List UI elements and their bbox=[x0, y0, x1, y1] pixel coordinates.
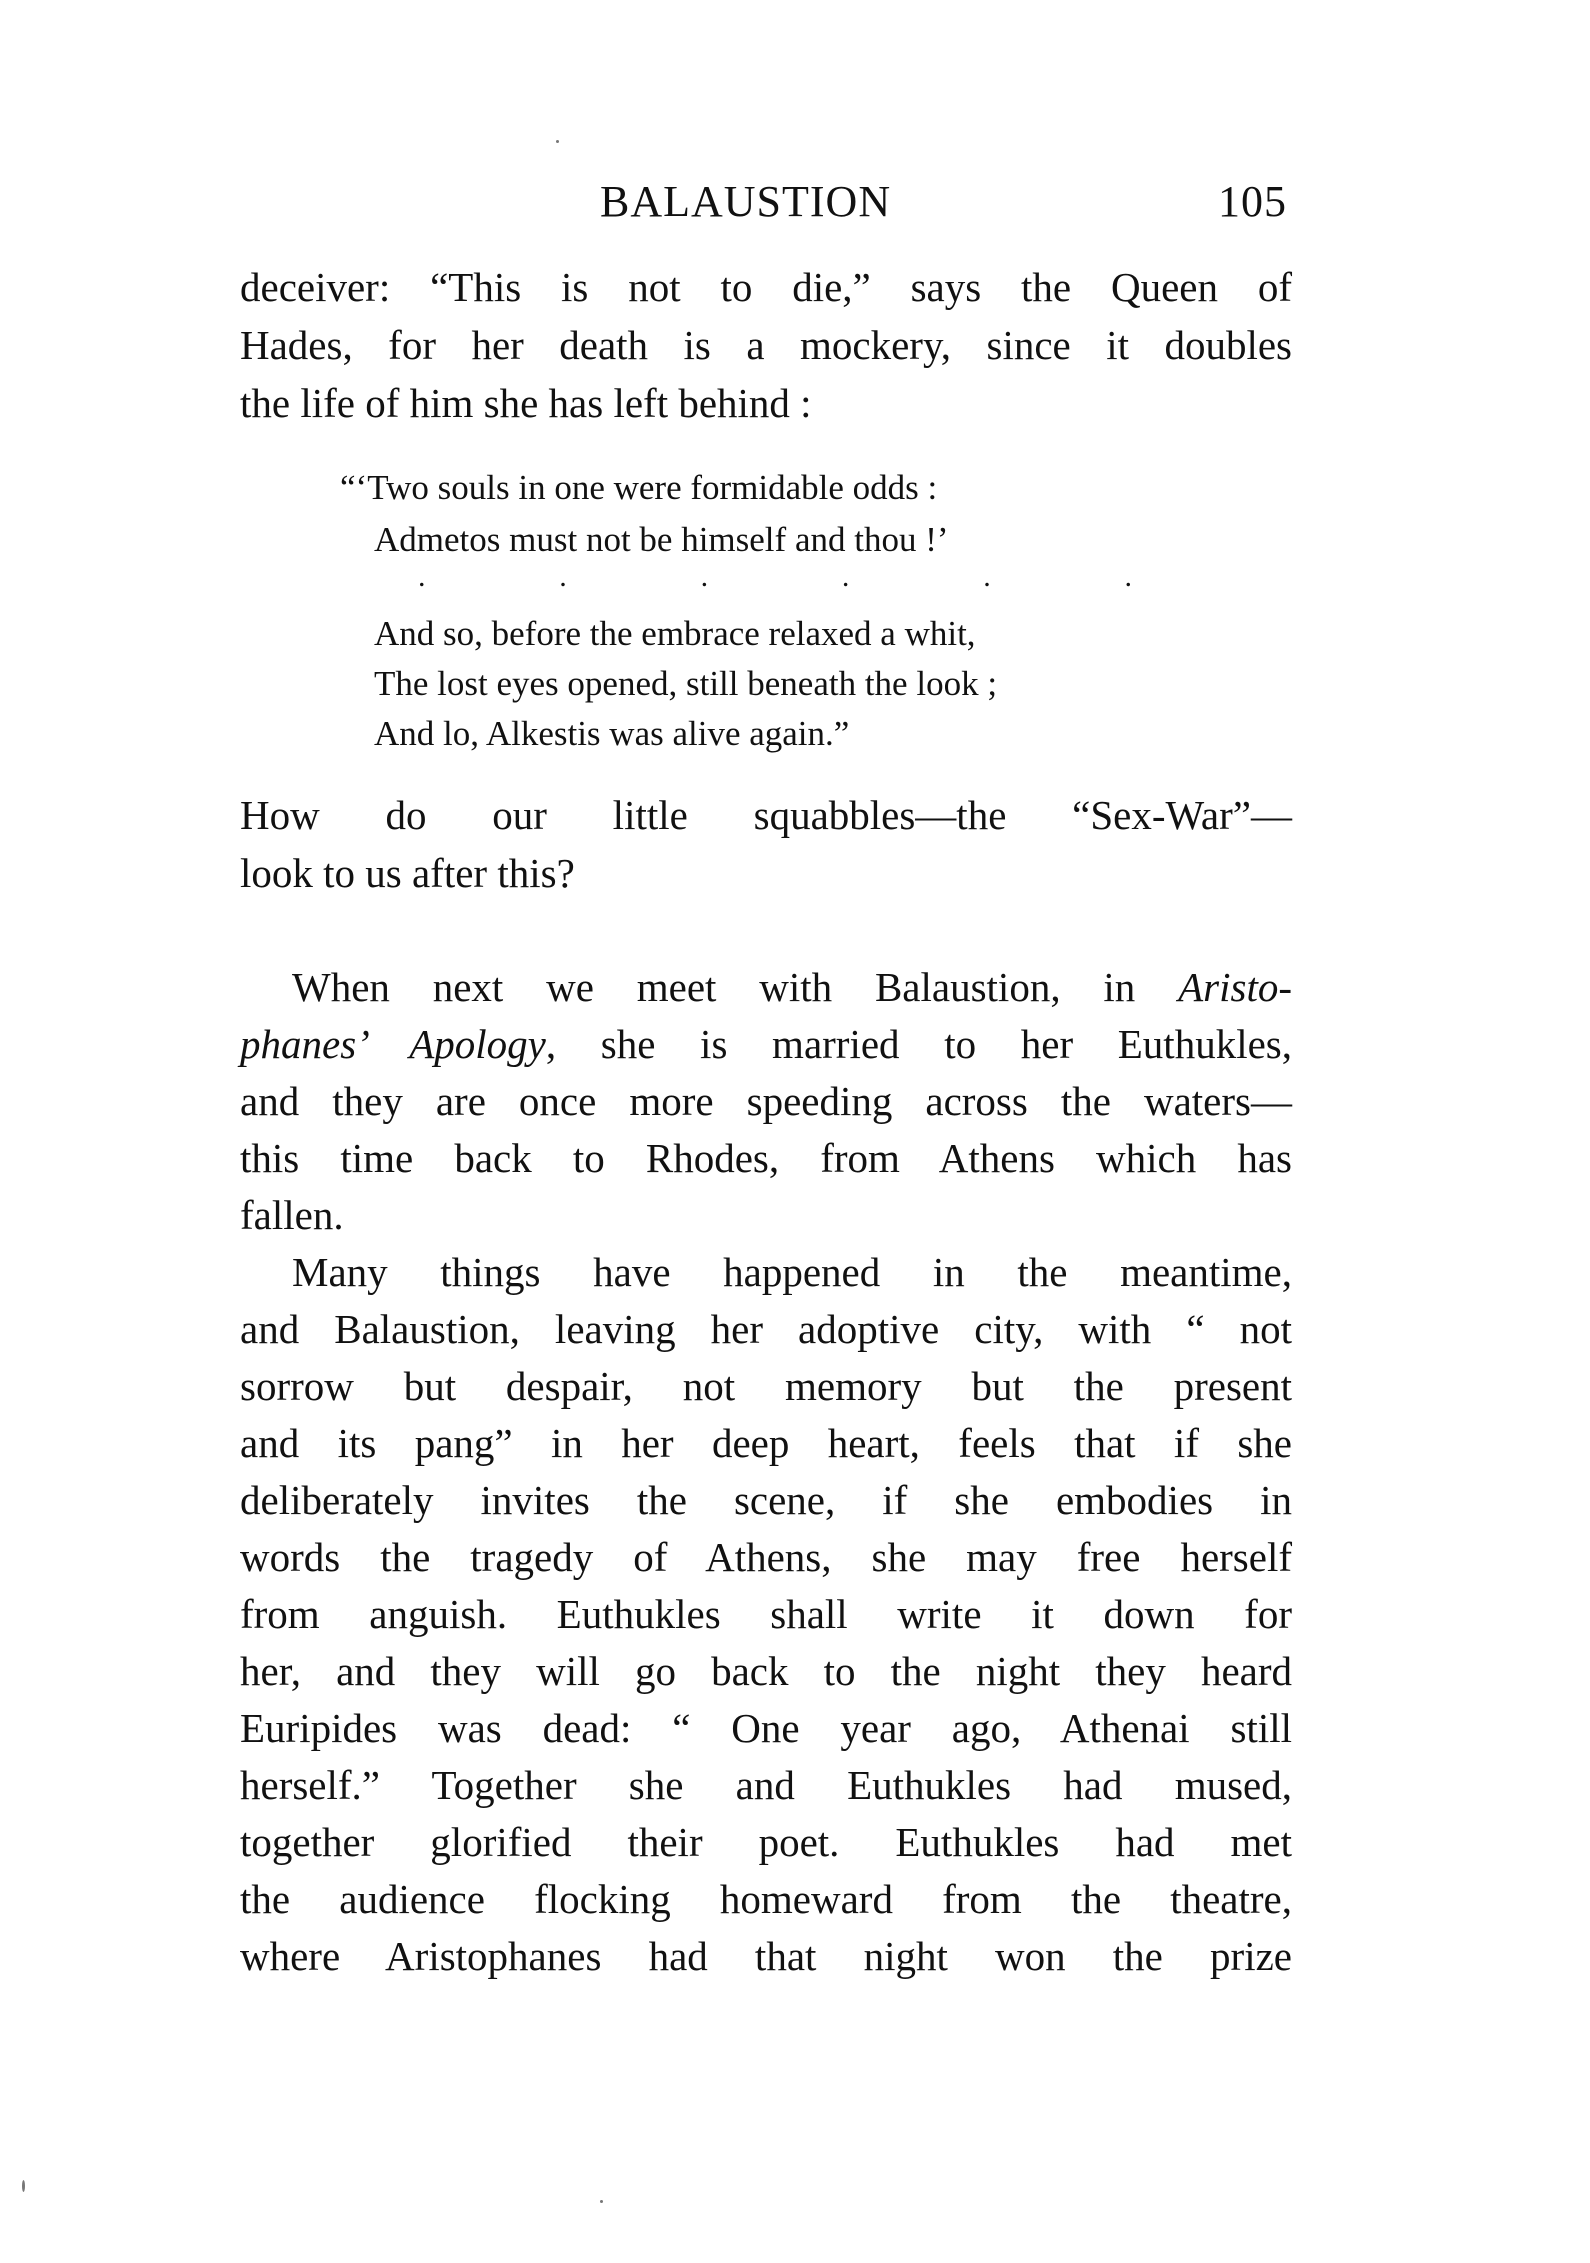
text-line: where Aristophanes had that night won the prize bbox=[240, 1933, 1292, 1979]
text-span: , she is married to her Euthukles, bbox=[545, 1021, 1292, 1067]
text-line: her, and they will go back to the night they heard bbox=[240, 1648, 1292, 1694]
page-number: 105 bbox=[1218, 177, 1287, 226]
text-line: and its pang” in her deep heart, feels that if she bbox=[240, 1420, 1292, 1466]
text-span: When next we meet with Balaustion, in bbox=[292, 964, 1179, 1010]
verse-line: The lost eyes opened, still beneath the look ; bbox=[374, 664, 998, 703]
paper-speck bbox=[22, 2180, 25, 2192]
text-line: Many things have happened in the meantime, bbox=[292, 1249, 1292, 1295]
text-line bbox=[292, 962, 1292, 1012]
italic-title: phanes’ bbox=[240, 1021, 410, 1067]
ellipsis-dot: . bbox=[559, 560, 567, 593]
italic-title: Apology bbox=[409, 1021, 546, 1067]
text-line: Euripides was dead: “ One year ago, Athenai still bbox=[240, 1705, 1292, 1751]
text-line: the audience flocking homeward from the theatre, bbox=[240, 1876, 1292, 1922]
text-line: look to us after this? bbox=[240, 850, 575, 896]
text-line: deliberately invites the scene, if she embodies in bbox=[240, 1477, 1292, 1523]
text-line: deceiver: “This is not to die,” says the Queen of bbox=[240, 264, 1292, 310]
verse-line: And so, before the embrace relaxed a whit, bbox=[374, 614, 976, 653]
ellipsis-dot: . bbox=[841, 560, 850, 593]
italic-title: Aristo- bbox=[1178, 964, 1292, 1010]
text-line: the life of him she has left behind : bbox=[240, 380, 812, 426]
text-line: herself.” Together she and Euthukles had mused, bbox=[240, 1762, 1292, 1808]
paper-speck bbox=[600, 2200, 603, 2203]
text-line: and they are once more speeding across the waters— bbox=[240, 1078, 1292, 1124]
ellipsis-dot: . bbox=[983, 560, 991, 593]
text-line: sorrow but despair, not memory but the present bbox=[240, 1363, 1292, 1409]
text-line: Hades, for her death is a mockery, since it doubles bbox=[240, 322, 1292, 368]
verse-line: And lo, Alkestis was alive again.” bbox=[374, 714, 850, 753]
text-line: words the tragedy of Athens, she may free herself bbox=[240, 1534, 1292, 1580]
text-line: this time back to Rhodes, from Athens which has bbox=[240, 1135, 1292, 1181]
text-line: from anguish. Euthukles shall write it down for bbox=[240, 1591, 1292, 1637]
verse-line: Admetos must not be himself and thou !’ bbox=[374, 520, 949, 559]
text-line: How do our little squabbles—the “Sex-War”— bbox=[240, 792, 1292, 838]
text-line: fallen. bbox=[240, 1192, 344, 1238]
running-header: BALAUSTION bbox=[600, 177, 892, 226]
text-line bbox=[240, 1019, 1292, 1069]
paper-speck bbox=[556, 140, 559, 143]
verse-ellipsis bbox=[418, 560, 1132, 594]
text-line: and Balaustion, leaving her adoptive city, with “ not bbox=[240, 1306, 1292, 1352]
text-line: together glorified their poet. Euthukles had met bbox=[240, 1819, 1292, 1865]
ellipsis-dot: . bbox=[700, 560, 709, 593]
ellipsis-dot: . bbox=[1124, 560, 1132, 593]
verse-line: “‘Two souls in one were formidable odds : bbox=[340, 468, 938, 507]
ellipsis-dot: . bbox=[418, 560, 426, 593]
